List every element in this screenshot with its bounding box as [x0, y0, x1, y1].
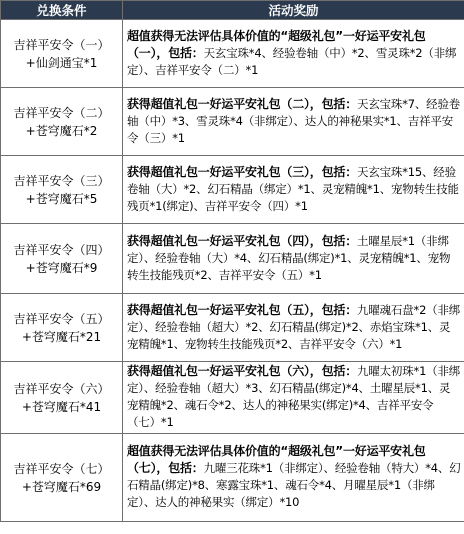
condition-token: 吉祥平安令（二）	[13, 105, 110, 120]
reward-items: 天玄宝珠*4、经验卷轴（中）*2、雪灵珠*2（非绑定）、吉祥平安令（二）*1	[127, 45, 457, 77]
table-row	[1, 294, 464, 362]
condition-cell	[1, 156, 123, 224]
condition-token: 吉祥平安令（六）	[13, 381, 110, 396]
condition-token: 吉祥平安令（一）	[13, 37, 110, 52]
reward-cell	[123, 88, 464, 156]
condition-cell	[1, 224, 123, 294]
table-row	[1, 224, 464, 294]
header-condition: 兑换条件	[1, 1, 123, 20]
condition-cost: +苍穹魔石*9	[25, 260, 98, 275]
condition-cell	[1, 434, 123, 522]
reward-title: 获得超值礼包一好运平安礼包（二），包括：	[127, 96, 358, 111]
table-row	[1, 20, 464, 88]
reward-cell	[123, 224, 464, 294]
reward-items: 九曜三花珠*1（非绑定）、经验卷轴（特大）*4、幻石精晶(绑定)*8、寒露宝珠*1、魂石令*4、月曜星辰*1（非绑定）、达人的神秘果实（绑定）*10	[127, 461, 461, 509]
condition-token: 吉祥平安令（七）	[13, 461, 110, 476]
reward-items: 九曜太初珠*1（非绑定）、经验卷轴（超大）*3、幻石精晶(绑定)*4、土曜星辰*1、灵宠精魄*2、魂石令*2、达人的神秘果实(绑定)*4、吉祥平安令（七）*1	[127, 364, 461, 429]
condition-cost: +苍穹魔石*69	[21, 479, 102, 494]
condition-cell	[1, 20, 123, 88]
condition-token: 吉祥平安令（四）	[13, 242, 110, 257]
condition-cell	[1, 362, 123, 434]
reward-title: 获得超值礼包一好运平安礼包（四），包括：	[127, 233, 358, 248]
condition-cost: +苍穹魔石*2	[25, 123, 98, 138]
reward-title: 获得超值礼包一好运平安礼包（六），包括：	[127, 364, 358, 378]
table-row	[1, 434, 464, 522]
reward-title: 超值获得无法评估具体价值的“超级礼包”一好运平安礼包（七），包括：	[127, 444, 426, 475]
reward-items: 天玄宝珠*15、经验卷轴（大）*2、幻石精晶（绑定）*1、灵宠精魄*1、宠物转生技能残页*1(绑定)、吉祥平安令（四）*1	[127, 164, 459, 213]
reward-cell	[123, 434, 464, 522]
condition-cost: +苍穹魔石*41	[21, 399, 102, 414]
condition-cost: +苍穹魔石*5	[25, 191, 98, 206]
condition-cell	[1, 88, 123, 156]
reward-title: 获得超值礼包一好运平安礼包（三），包括：	[127, 164, 358, 179]
header-reward: 活动奖励	[123, 1, 464, 20]
condition-cost: +苍穹魔石*21	[21, 329, 102, 344]
reward-title: 超值获得无法评估具体价值的“超级礼包”一好运平安礼包（一），包括：	[127, 28, 426, 60]
table-header-row	[1, 1, 464, 20]
condition-token: 吉祥平安令（五）	[13, 311, 110, 326]
reward-title: 获得超值礼包一好运平安礼包（五），包括：	[127, 302, 358, 317]
reward-cell	[123, 156, 464, 224]
condition-token: 吉祥平安令（三）	[13, 173, 110, 188]
reward-cell	[123, 20, 464, 88]
reward-cell	[123, 362, 464, 434]
table-row	[1, 362, 464, 434]
reward-items: 天玄宝珠*7、经验卷轴（中）*3、雪灵珠*4（非绑定）、达人的神秘果实*1、吉祥平安令（三）*1	[127, 96, 461, 145]
reward-items: 九曜魂石盘*2（非绑定）、经验卷轴（超大）*2、幻石精晶(绑定)*2、赤焰宝珠*1、灵宠精魄*1、宠物转生技能残页*2、吉祥平安令（六）*1	[127, 302, 461, 351]
reward-items: 土曜星辰*1（非绑定）、经验卷轴（大）*4、幻石精晶(绑定)*1、灵宠精魄*1、宠物转生技能残页*2、吉祥平安令（五）*1	[127, 233, 451, 282]
reward-cell	[123, 294, 464, 362]
table-row	[1, 156, 464, 224]
table-row	[1, 88, 464, 156]
condition-cost: +仙剑通宝*1	[25, 55, 98, 70]
condition-cell	[1, 294, 123, 362]
